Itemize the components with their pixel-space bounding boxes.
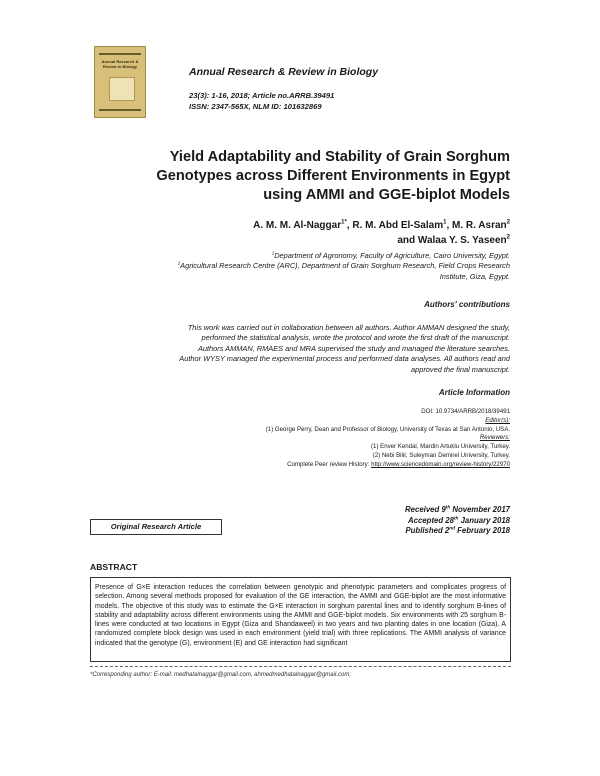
paper-title: Yield Adaptability and Stability of Grain Sorghum Genotypes across Different Environments in Egypt using AMMI and GGE-biplot Models xyxy=(156,149,510,203)
review-history-link[interactable]: http://www.sciencedomain.org/review-history/22970 xyxy=(371,460,510,468)
article-info-heading: Article Information xyxy=(438,388,510,397)
corresponding-author-footnote: *Corresponding author: E-mail: medhatalnaggar@gmail.com, ahmedmedhatalnaggar@gmail.com; xyxy=(90,672,351,678)
author: M. R. Asran xyxy=(452,220,507,231)
cover-band xyxy=(99,53,141,55)
cover-band xyxy=(99,109,141,111)
issue-citation: 23(3): 1-16, 2018; Article no.ARRB.39491 xyxy=(189,91,335,100)
doi: DOI: 10.9734/ARRB/2018/39491 xyxy=(421,408,510,415)
accepted-date: Accepted 28th January 2018 xyxy=(408,514,510,525)
author: and Walaa Y. S. Yaseen xyxy=(397,235,507,246)
editor-label: Editor(s): xyxy=(485,416,510,424)
reviewers-label: Reviewers: xyxy=(479,434,510,442)
abstract-box xyxy=(90,577,511,662)
article-type-badge: Original Research Article xyxy=(90,519,222,535)
publication-dates xyxy=(300,505,510,537)
author: A. M. M. Al-Naggar xyxy=(253,220,342,231)
journal-name: Annual Research & Review in Biology xyxy=(189,66,379,78)
abstract-heading: ABSTRACT xyxy=(90,562,138,572)
reviewer: (1) Enver Kendal, Mardin Artuklu University, Turkey. xyxy=(371,443,510,451)
published-date: Published 2nd February 2018 xyxy=(405,525,510,535)
editor: (1) George Perry, Dean and Professor of Biology, University of Texas at San Antonio, USA. xyxy=(265,425,510,433)
footnote-divider xyxy=(90,666,511,667)
affiliation-2-cont: Institute, Giza, Egypt. xyxy=(439,271,510,281)
issue-info xyxy=(189,90,334,112)
cover-illustration xyxy=(109,77,135,101)
received-date: Received 9th November 2017 xyxy=(405,504,510,514)
reviewer: (2) Nebi Bilir, Suleyman Demirel University, Turkey. xyxy=(372,451,510,459)
author: R. M. Abd El-Salam xyxy=(352,220,444,231)
abstract-text: Presence of G×E interaction reduces the correlation between genotypic and phenotypic parameters and complicates progress of selection. Among several methods proposed for evaluation of the GE interaction, the AMMI and GGE-biplot are the most informative models. The objective of this study was to estimate the G×E interaction in sorghum parental lines and to identify sorghum B-lines of stability and adaptability across different environments using the AMMI and GGE-biplot models. Six environments with 25 sorghum B-lines were conducted at two locations in Egypt (Giza and Shandaweel) in two years and two planting dates in one location (Giza). A randomized complete block design was used in each environment (yield trial) with three replications. The AMMI analysis of variance indicated that the genotype (G), environment (E) and GE interaction had significant xyxy=(95,584,506,647)
article-info xyxy=(84,408,510,470)
affiliation-2: Agricultural Research Centre (ARC), Department of Grain Sorghum Research, Field Crops Research xyxy=(180,261,510,271)
author-list: A. M. M. Al-Naggar$^{1*}$, R. M. Abd El-Salam$^1$, M. R. Asran$^2$ and Walaa Y. S. Yaseen$^2$ xyxy=(253,219,510,246)
journal-cover-image xyxy=(94,46,146,118)
contributions-text: This work was carried out in collaboration between all authors. Author AMMAN designed the study, performed the statistical analysis, wrote the protocol and wrote the first draft of the manuscript. Authors AMMAN, RMAES and MRA supervised the study and managed the literature searches. Author WYSY managed the experimental process and performed data analyses. All authors read and approved the final manuscript. xyxy=(179,323,510,374)
review-history-label: Complete Peer review History: xyxy=(287,460,372,468)
affiliations: $^1$Department of Agronomy, Faculty of Agriculture, Cairo University, Egypt. $^2$Agricultural Research Centre (ARC), Department of Grain Sorghum Research, Field Crops Research Institute, Giza, Egypt. xyxy=(84,251,510,282)
contributions-heading: Authors' contributions xyxy=(424,300,510,309)
issn-line: ISSN: 2347-565X, NLM ID: 101632869 xyxy=(189,102,322,111)
affiliation-1: Department of Agronomy, Faculty of Agriculture, Cairo University, Egypt. xyxy=(274,251,510,260)
cover-title: Annual Research & Review in Biology xyxy=(101,59,139,69)
